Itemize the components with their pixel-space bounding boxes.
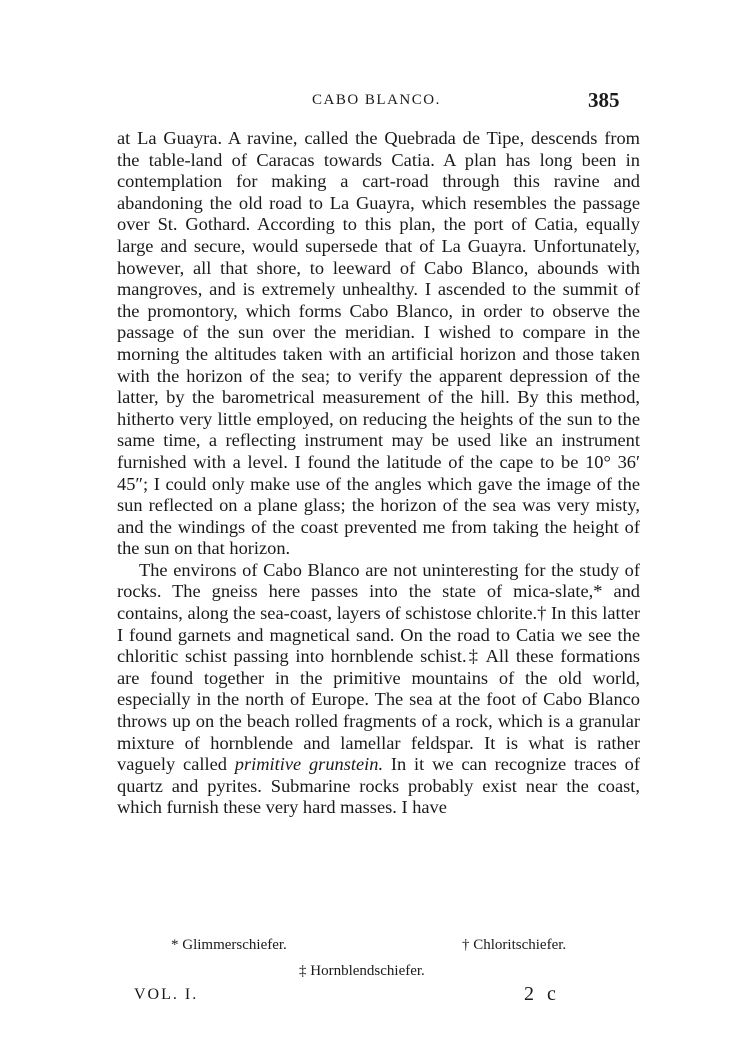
page-number: 385 bbox=[588, 88, 620, 112]
running-title: CABO BLANCO. bbox=[312, 92, 441, 108]
paragraph-2 bbox=[117, 560, 640, 819]
body-text bbox=[117, 128, 640, 819]
footnote-mica-slate: * Glimmerschiefer. bbox=[171, 937, 287, 953]
paragraph-1 bbox=[117, 128, 640, 560]
volume-label: VOL. I. bbox=[134, 986, 199, 1003]
page-header bbox=[0, 88, 750, 118]
footnote-chlorite: † Chloritschiefer. bbox=[462, 937, 567, 953]
paragraph-2-text-b: In it we can recognize traces of quartz and pyrites. Submarine rocks probably exist near the coast, which furnish these very hard masses. I have bbox=[117, 754, 640, 818]
footnote-hornblende: ‡ Hornblendschiefer. bbox=[299, 963, 425, 979]
paragraph-2-text-a: The environs of Cabo Blanco are not uninteresting for the study of rocks. The gneiss here passes into the state of mica-slate,* and contains, along the sea-coast, layers of schistose chlorite.† In this latter I found garnets and magnetical sand. On the road to Catia we see the chloritic schist passing into hornblende schist.‡ All these formations are found together in the primitive mountains of the old world, especially in the north of Europe. The sea at the foot of Cabo Blanco throws up on the beach rolled fragments of a rock, which is a granular mixture of hornblende and lamellar feldspar. It is what is rather vaguely called bbox=[117, 559, 640, 775]
paragraph-1-text: at La Guayra. A ravine, called the Quebrada de Tipe, descends from the table-land of Caracas towards Catia. A plan has long been in contemplation for making a cart-road through this ravine and abandoning the old road to La Guayra, which resembles the passage over St. Gothard. According to this plan, the port of Catia, equally large and secure, would supersede that of La Guayra. Unfortunately, however, all that shore, to leeward of Cabo Blanco, abounds with mangroves, and is extremely unhealthy. I ascended to the summit of the promontory, which forms Cabo Blanco, in order to observe the passage of the sun over the meridian. I wished to compare in the morning the altitudes taken with an artificial horizon and those taken with the horizon of the sea; to verify the apparent depression of the latter, by the barometrical measurement of the hill. By this method, hitherto very little employed, on reducing the heights of the sun to the same time, a reflecting instrument may be used like an instrument furnished with a level. I found the latitude of the cape to be 10° 36′ 45″; I could only make use of the angles which gave the image of the sun reflected on a plane glass; the horizon of the sea was very misty, and the windings of the coast prevented me from taking the height of the sun on that horizon. bbox=[117, 128, 640, 559]
paragraph-2-italic-term: primitive grunstein. bbox=[234, 754, 384, 775]
signature-mark: 2 c bbox=[524, 983, 560, 1005]
page-footer bbox=[134, 983, 574, 1012]
